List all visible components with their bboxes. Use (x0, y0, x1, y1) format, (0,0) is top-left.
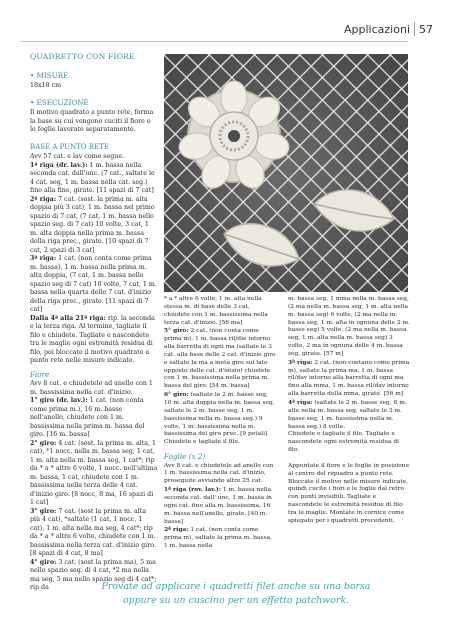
foglie-row3: 3ª riga: 2 cat. (non contano come prima m), saltate la prima ma, 1 m. bassa ril/dav intorno alla barretta di ogni ma fino alla mma, 1 m. bassa ril/dav intorno alla barretta della mma, girate. [56 m] (288, 358, 410, 398)
foglie-row1: 1ª riga (rov. lav.): 1 m. bassa nella seconda cat. dall' unc, 1 m. bassa in ogni cat. fino alla m. bassissima, 16 m. bassa nell'anello, girate. [40 m. bassa] (164, 486, 272, 525)
middle-column (164, 296, 276, 551)
right-column (288, 296, 410, 526)
fiore-intro: Avv 8 cat. e chiudetele ad anello con 1 m. bassissima nella cat. d'inizio. (30, 380, 153, 396)
foglie-row4: 4ª riga: (saltate le 2 m. basse seg, 8 m. alte nella m. bassa seg, saltate le 3 m. basse seg, 1 m. bassissima nella m. bassa seg.) 8 volte. (288, 398, 407, 430)
fiore-round2: 2° giro: 4 cat. (sost. la prima m. alta, 1 cat), *1 nocc. nella m. bassa seg, 1 cat, 1 m. alta nella m. bassa seg, 1 cat*; rip da * a * altre 6 volte, 1 nocc. nell'ultima m. bassa, 1 cat, chiudete con 1 m. bassissima nella terza delle 4 cat. d'inizio giro. [8 nocc, 8 ma, 16 spazi di 1 cat] (30, 439, 158, 507)
running-header (344, 22, 433, 36)
foglie-intro: Avv 8 cat. e chiudetele ad anello con 1 m. bassissima nella cat. d'inizio, proseguite avviando altre 25 cat. (164, 462, 274, 485)
photo-caption (86, 580, 386, 608)
article-title: QUADRETTO CON FIORE (30, 52, 135, 61)
base-row3: 3ª riga: 1 cat. (non conta come prima m. bassa), 1 m. bassa nella prima m. alta doppia, (7 cat, 1 m. bassa nello spazio seg di 7 cat) 10 volte, 7 cat, 1 m. bassa nella quarta delle 7 cat. d'inizio della riga prec., girate. [11 spazi di 7 cat] (30, 255, 157, 314)
left-column (30, 52, 158, 593)
base-heading: BASE A PUNTO RETE (30, 142, 110, 151)
misure-heading: • MISURE (30, 71, 69, 81)
fiore-heading: Fiore (30, 369, 50, 379)
fiore-round4: 4° giro: 3 cat. (sost la prima ma), 5 ma nello spazio seg. di 4 cat, *2 ma nella ma seg, 5 ma nello spazio seg di 4 cat*; rip da (30, 558, 157, 592)
foglie-heading: Foglie (x 2) (164, 452, 206, 462)
section-name: Applicazioni (344, 22, 410, 36)
header-rule (20, 41, 408, 42)
page-number: 57 (419, 22, 433, 36)
base-row2: 2ª riga: 7 cat. (sost. la prima m. alta doppia più 3 cat), 1 m. bassa nel primo spazio di 7 cat, (7 cat, 1 m. bassa nello spazio seg. di 7 cat) 10 volte, 3 cat, 1 m. alta doppia nella prima m. bassa della riga prec., girate. [10 spazi di 7 cat, 2 spazi di 3 cat] (30, 195, 155, 254)
fiore-round3: 3° giro: 7 cat. (sost la prima m. alta più 4 cat), *saltate (1 cat, 1 nocc, 1 cat), 1 m. alta nella ma seg, 4 cat*; rip da * a * altre 6 volte, chiudete con 1 m. bassissima nella terza cat. d'inizio giro. [8 spazi di 4 cat, 8 ma] (30, 507, 156, 558)
header-divider (414, 22, 415, 36)
misure-text: 18x18 cm (30, 81, 62, 89)
fiore-round6: 6° giro: (saltate le 2 m. basse seg, 10 m. alta doppia nella m. bassa seg, saltate le 2 m. basse seg, 1 m. bassissima nella m. bassa seg.) 9 volte, 1 m. bassissima nella m. bassissima del giro prec. [9 petali] Chiudete e tagliate il filo. (164, 391, 275, 446)
assembly-instructions: Appuntate il fiore e le foglie in posizione al centro del riquadro a punto rete. Bloccate il motivo nelle misure indicate, quindi cucite i fiori e le foglie dal retro con punti invisibili. Tagliate e nascondete le estremità residue di filo tra le maglie. Montate in cornice come spiegato per i quadretti precedenti. (288, 462, 410, 524)
base-row1: 1ª riga (dr. lav.): 1 m. bassa nella seconda cat. dall'unc. (7 cat., saltate le 4 cat. seg, 1 m. bassa nella cat. seg.) fino alla fine, girate. [11 spazi di 7 cat] (30, 161, 155, 195)
chiudete-text: Chiudete e tagliate il filo. Tagliate e nascondete ogni estremità residua di filo. (288, 431, 400, 454)
crochet-image (164, 54, 408, 292)
foglie-row2-continued: m. bassa seg, 1 mma nella m. bassa seg, (2 ma nella m. bassa seg, 1 m. alta nella m. bassa seg) 6 volte, (2 ma nella m. bassa seg, 1 m. alta in ognuna delle 2 m. basse seg) 5 volte, (2 ma nella m. bassa seg, 1 m. alta nella m. bassa seg) 3 volte, 2 ma in ognuna delle 4 m. bassa seg, girate. [57 m] (288, 296, 410, 357)
caption-line1: Provate ad applicare i quadretti filet anche su una borsa (101, 581, 371, 592)
base-row4: Dalla 4ª alla 21ª riga: rip. la seconda e la terza riga. Al termine, tagliate il filo e chiudete. Tagliate e nascondete tra le maglie ogni estremità residua di filo, poi bloccate il motivo quadrato a punto rete nelle misure indicate. (30, 314, 155, 365)
base-intro: Avv 57 cat. e lav come segue. (30, 153, 125, 161)
esecuzione-heading: • ESECUZIONE (30, 98, 89, 108)
foglie-row2: 2ª riga: 1 cat. (non conta come prima m), saltate la prima m. bassa, 1 m. bassa nella (164, 526, 272, 550)
fiore-round4-continued: * a * altre 6 volte, 1 m. alta nella stessa m. di base delle 3 cat, chiudete con 1 m. bassissima nella terza cat. d'inizio. [56 ma] (164, 296, 268, 326)
fiore-round5: 5° giro: 2 cat. (non conta come prima m), 1 m. bassa ril/die intorno alla barretta di ogni ma (saltate le 3 cat. alla base delle 2 cat. d'inizio giro e saltate la ma a metà giro sul lato opposto delle cat. d'inizio) chiudete con 1 m. bassissima nella prima m. bassa del giro. [54 m. bassa] (164, 327, 276, 390)
caption-line2: oppure su un cuscino per un effetto patchwork. (122, 595, 349, 607)
esecuzione-text: Il motivo quadrato a punto rete, forma la base su cui vengono cuciti il fiore e le foglie lavorate separatamente. (30, 109, 154, 134)
fiore-round1: 1° giro (dr. lav.): 1 cat. (non conta come prima m.), 16 m. basse nell'anello, chiudete con 1 m. bassissima nella prima m. bassa del giro. [16 m. bassa] (30, 397, 145, 439)
crochet-photo (164, 54, 408, 292)
